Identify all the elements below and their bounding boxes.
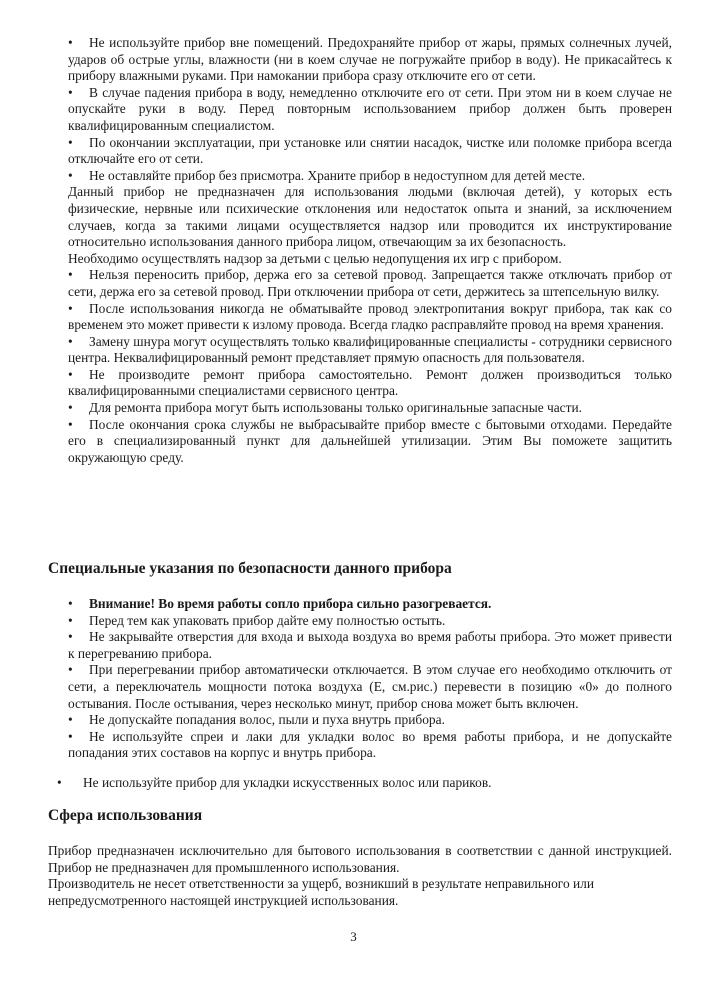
safety-list [68,35,672,466]
paragraph: Данный прибор не предназначен для использования людьми (включая детей), у которых есть физические, нервные или психические отклонения или недостаток опыта и знаний, за исключением случаев, когда за такими лицами осуществляется надзор или проводится их инструктирование относительно использования данного прибора лицом, отвечающим за их безопасность. [68,184,672,250]
paragraph: Прибор предназначен исключительно для бытового использования в соответствии с данной инструкцией. Прибор не предназначен для промышленного использования. [48,843,672,875]
section-heading-usage: Сфера использования [48,807,203,824]
list-item: • Не используйте прибор вне помещений. Предохраняйте прибор от жары, прямых солнечных лучей, ударов об острые углы, влажности (ни в коем случае не погружайте прибор в воду). Не прикасайтесь к прибору влажными руками. При намокании прибора сразу отключите его от сети. [68,35,672,84]
paragraph: Производитель не несет ответственности за ущерб, возникший в результате неправильного или непредусмотренного настоящей инструкцией использования. [48,876,595,908]
list-item: • После использования никогда не обматывайте провод электропитания вокруг прибора, так как со временем это может привести к излому провода. Всегда гладко расправляйте провод на время хранения. [68,300,672,333]
list-item: • Нельзя переносить прибор, держа его за сетевой провод. Запрещается также отключать прибор от сети, держа его за сетевой провод. При отключении прибора от сети, держитесь за штепсельную вилку. [68,267,672,299]
list-item: • Для ремонта прибора могут быть использованы только оригинальные запасные части. [68,400,582,416]
device-safety-list [68,596,672,762]
list-item: • Не используйте спреи и лаки для укладки волос во время работы прибора, и не допускайте попадания этих составов на корпус и внутрь прибора. [68,728,672,761]
paragraph: Необходимо осуществлять надзор за детьми с целью недопущения их игр с прибором. [68,250,562,266]
last-list-item: • Не используйте прибор для укладки искусственных волос или париков. [57,775,492,790]
list-item: • После окончания срока службы не выбрасывайте прибор вместе с бытовыми отходами. Передайте его в специализированный пункт для дальнейшей утилизации. Этим Вы поможете защитить окружающую среду. [68,416,672,465]
list-item: • Не закрывайте отверстия для входа и выхода воздуха во время работы прибора. Это может привести к перегреванию прибора. [68,629,672,661]
usage-paragraphs [48,843,672,909]
list-item: • Замену шнура могут осуществлять только квалифицированные специалисты - сотрудники сервисного центра. Неквалифицированный ремонт представляет прямую опасность для пользователя. [68,333,672,366]
list-item: • Не оставляйте прибор без присмотра. Храните прибор в недоступном для детей месте. [68,167,586,183]
section-heading-safety: Специальные указания по безопасности данного прибора [48,560,452,577]
list-item: • При перегревании прибор автоматически отключается. В этом случае его необходимо отключить от сети, а переключатель мощности потока воздуха (E, см.рис.) перевести в позицию «0» до полного остывания. После остывания, через несколько минут, прибор снова может быть включен. [68,662,672,711]
warning-item: • Внимание! Во время работы сопло прибора сильно разогревается. [68,596,492,611]
list-item: • Не производите ремонт прибора самостоятельно. Ремонт должен производиться только квалифицированными специалистами сервисного центра. [68,366,672,399]
list-item: • Не допускайте попадания волос, пыли и пуха внутрь прибора. [68,712,445,728]
list-item: • Перед тем как упаковать прибор дайте ему полностью остыть. [68,612,446,628]
page-number: 3 [350,929,357,944]
list-item: • В случае падения прибора в воду, немедленно отключите его от сети. При этом ни в коем случае не опускайте руки в воду. Перед повторным использованием прибор должен быть проверен квалифицированным специалистом. [68,84,672,133]
list-item: • По окончании эксплуатации, при установке или снятии насадок, чистке или поломке прибора всегда отключайте его от сети. [68,134,672,167]
